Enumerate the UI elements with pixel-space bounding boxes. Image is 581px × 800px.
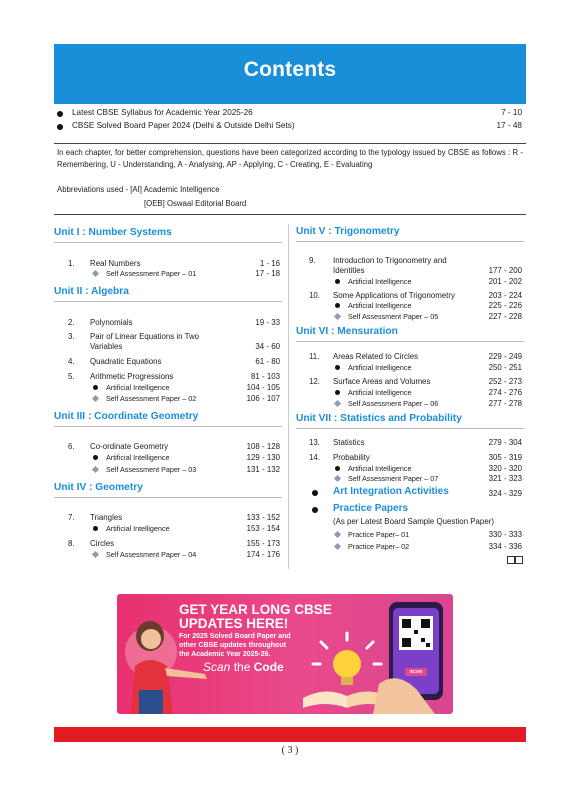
chapter-polynomials[interactable]: Polynomials <box>90 318 133 327</box>
scan-the-code <box>203 660 284 674</box>
chapter-pages: 133 - 152 <box>246 513 280 522</box>
diamond-bullet-icon <box>92 395 99 402</box>
chapter-probability[interactable]: Probability <box>333 453 370 462</box>
chapter-pages: 129 - 130 <box>246 453 280 462</box>
unit-heading-trigonometry: Unit V : Trigonometry <box>296 226 400 237</box>
chapter-pages: 153 - 154 <box>246 524 280 533</box>
practice-papers-note: (As per Latest Board Sample Question Paper) <box>333 517 494 526</box>
chapter-pages: 19 - 33 <box>255 318 280 327</box>
chapter-number: 4. <box>68 357 75 366</box>
page-title: Contents <box>243 58 337 81</box>
ai-section[interactable]: Artificial Intelligence <box>348 464 412 473</box>
ai-section[interactable]: Artificial Intelligence <box>106 383 170 392</box>
chapter-pages: 81 - 103 <box>251 372 280 381</box>
toc-item-syllabus[interactable]: Latest CBSE Syllabus for Academic Year 2025-26 <box>72 108 253 117</box>
sap-04[interactable]: Self Assessment Paper – 04 <box>106 550 197 559</box>
the-word: the <box>233 660 251 674</box>
toc-pages: 17 - 48 <box>496 121 522 130</box>
chapter-pages: 106 - 107 <box>246 394 280 403</box>
chapter-pages: 17 - 18 <box>255 269 280 278</box>
banner-body-3: the Academic Year 2025-26. <box>179 651 271 658</box>
chapter-linear-equations[interactable]: Pair of Linear Equations in Two <box>90 332 200 341</box>
ai-section[interactable]: Artificial Intelligence <box>348 277 412 286</box>
unit-heading-algebra: Unit II : Algebra <box>54 286 129 297</box>
chapter-pages: 108 - 128 <box>246 442 280 451</box>
diamond-bullet-icon <box>92 466 99 473</box>
banner-body-1: For 2025 Solved Board Paper and <box>179 633 291 640</box>
chapter-number: 14. <box>309 453 320 462</box>
unit-heading-mensuration: Unit VI : Mensuration <box>296 326 398 337</box>
ai-section[interactable]: Artificial Intelligence <box>348 363 412 372</box>
chapter-pages: 174 - 176 <box>246 550 280 559</box>
sap-03[interactable]: Self Assessment Paper – 03 <box>106 465 197 474</box>
footer-red-bar <box>54 727 526 742</box>
unit-rule <box>296 428 524 429</box>
chapter-pages: 321 - 323 <box>488 474 522 483</box>
chapter-pages: 274 - 276 <box>488 388 522 397</box>
chapter-pages: 203 - 224 <box>488 291 522 300</box>
chapter-pages: 305 - 319 <box>488 453 522 462</box>
code-word: Code <box>253 660 284 674</box>
ai-section[interactable]: Artificial Intelligence <box>106 453 170 462</box>
bullet-icon <box>335 466 340 471</box>
unit-rule <box>296 341 524 342</box>
chapter-areas-circles[interactable]: Areas Related to Circles <box>333 352 419 361</box>
diamond-bullet-icon <box>334 543 341 550</box>
chapter-pages: 320 - 320 <box>488 464 522 473</box>
abbreviation-oeb: [OEB] Oswaal Editorial Board <box>144 199 247 208</box>
chapter-pages: 34 - 60 <box>255 342 280 351</box>
promo-banner[interactable] <box>117 594 453 714</box>
bullet-icon <box>312 507 318 513</box>
bullet-icon <box>335 303 340 308</box>
unit-rule <box>54 497 282 498</box>
column-divider <box>288 224 289 569</box>
chapter-pages: 131 - 132 <box>246 465 280 474</box>
chapter-number: 2. <box>68 318 75 327</box>
chapter-pages: 330 - 333 <box>488 530 522 539</box>
sap-06[interactable]: Self Assessment Paper – 06 <box>348 399 439 408</box>
diamond-bullet-icon <box>334 475 341 482</box>
chapter-circles[interactable]: Circles <box>90 539 115 548</box>
phone-scan-label: SCAN <box>409 669 423 674</box>
chapter-number: 6. <box>68 442 75 451</box>
chapter-applications-trigonometry[interactable]: Some Applications of Trigonometry <box>333 291 455 300</box>
chapter-surface-areas[interactable]: Surface Areas and Volumes <box>333 377 431 386</box>
chapter-intro-trigonometry-cont[interactable]: Identities <box>333 266 365 275</box>
sap-01[interactable]: Self Assessment Paper – 01 <box>106 269 197 278</box>
chapter-pages: 250 - 251 <box>488 363 522 372</box>
art-integration-activities[interactable]: Art Integration Activities <box>333 486 449 497</box>
end-square-icon <box>507 556 515 564</box>
bullet-icon <box>335 365 340 370</box>
phone-icon <box>373 602 443 714</box>
sap-02[interactable]: Self Assessment Paper – 02 <box>106 394 197 403</box>
chapter-pages: 227 - 228 <box>488 312 522 321</box>
banner-body-2: other CBSE updates throughout <box>179 642 286 649</box>
chapter-pages: 201 - 202 <box>488 277 522 286</box>
chapter-pages: 225 - 226 <box>488 301 522 310</box>
chapter-pages: 334 - 336 <box>488 542 522 551</box>
practice-paper-02[interactable]: Practice Paper– 02 <box>348 542 410 551</box>
chapter-number: 11. <box>309 352 320 361</box>
chapter-real-numbers[interactable]: Real Numbers <box>90 259 141 268</box>
practice-paper-01[interactable]: Practice Paper– 01 <box>348 530 410 539</box>
bullet-icon <box>57 111 63 117</box>
chapter-pages: 155 - 173 <box>246 539 280 548</box>
bullet-icon <box>93 455 98 460</box>
unit-heading-number-systems: Unit I : Number Systems <box>54 227 172 238</box>
chapter-number: 5. <box>68 372 75 381</box>
chapter-coordinate-geometry[interactable]: Co-ordinate Geometry <box>90 442 169 451</box>
bullet-icon <box>93 385 98 390</box>
chapter-number: 9. <box>309 256 316 265</box>
banner-headline-2: UPDATES HERE! <box>179 616 289 631</box>
chapter-intro-trigonometry[interactable]: Introduction to Trigonometry and <box>333 256 447 265</box>
unit-rule <box>54 242 282 243</box>
unit-heading-statistics-probability: Unit VII : Statistics and Probability <box>296 413 462 424</box>
chapter-pages: 277 - 278 <box>488 399 522 408</box>
chapter-quadratic-equations[interactable]: Quadratic Equations <box>90 357 162 366</box>
ai-section[interactable]: Artificial Intelligence <box>348 388 412 397</box>
unit-heading-geometry: Unit IV : Geometry <box>54 482 143 493</box>
bullet-icon <box>312 490 318 496</box>
diamond-bullet-icon <box>334 400 341 407</box>
end-square-icon <box>515 556 523 564</box>
chapter-number: 8. <box>68 539 75 548</box>
chapter-number: 12. <box>309 377 320 386</box>
chapter-statistics[interactable]: Statistics <box>333 438 365 447</box>
diamond-bullet-icon <box>92 551 99 558</box>
unit-rule <box>54 301 282 302</box>
toc-item-board-paper[interactable]: CBSE Solved Board Paper 2024 (Delhi & Outside Delhi Sets) <box>72 121 295 130</box>
diamond-bullet-icon <box>92 270 99 277</box>
diamond-bullet-icon <box>334 531 341 538</box>
unit-rule <box>296 241 524 242</box>
bullet-icon <box>335 279 340 284</box>
bullet-icon <box>93 526 98 531</box>
chapter-pages: 229 - 249 <box>488 352 522 361</box>
scan-word: Scan <box>203 660 231 674</box>
ai-section[interactable]: Artificial Intelligence <box>348 301 412 310</box>
lightbulb-icon <box>313 633 381 685</box>
toc-pages: 7 - 10 <box>501 108 522 117</box>
chapter-pages: 177 - 200 <box>488 266 522 275</box>
chapter-number: 1. <box>68 259 75 268</box>
chapter-pages: 104 - 105 <box>246 383 280 392</box>
ai-section[interactable]: Artificial Intelligence <box>106 524 170 533</box>
chapter-pages: 1 - 16 <box>259 259 280 268</box>
bullet-icon <box>57 124 63 130</box>
practice-papers[interactable]: Practice Papers <box>333 503 409 514</box>
abbreviation-ai: Abbreviations used - [AI] Academic Intelligence <box>57 185 220 194</box>
chapter-pages: 252 - 273 <box>488 377 522 386</box>
chapter-triangles[interactable]: Triangles <box>90 513 123 522</box>
chapter-linear-equations-cont[interactable]: Variables <box>90 342 123 351</box>
chapter-pages: 279 - 304 <box>488 438 522 447</box>
sap-05[interactable]: Self Assessment Paper – 05 <box>348 312 439 321</box>
unit-heading-coordinate-geometry: Unit III : Coordinate Geometry <box>54 411 199 422</box>
chapter-number: 10. <box>309 291 320 300</box>
sap-07[interactable]: Self Assessment Paper – 07 <box>348 474 439 483</box>
typology-note: In each chapter, for better comprehension, questions have been categorized according to the typology issued by CBSE as follows : R - Remembering, U - Understanding, A - Analysing, AP - Applying, C - Creating, E - Evaluating <box>57 148 523 169</box>
banner-headline-1: GET YEAR LONG CBSE <box>179 602 332 617</box>
bullet-icon <box>335 390 340 395</box>
chapter-number: 3. <box>68 332 75 341</box>
diamond-bullet-icon <box>334 313 341 320</box>
page-number: ( 3 ) <box>281 745 299 756</box>
chapter-number: 13. <box>309 438 320 447</box>
chapter-arithmetic-progressions[interactable]: Arithmetic Progressions <box>90 372 174 381</box>
chapter-pages: 324 - 329 <box>488 489 522 498</box>
unit-rule <box>54 426 282 427</box>
chapter-pages: 61 - 80 <box>255 357 280 366</box>
chapter-number: 7. <box>68 513 75 522</box>
